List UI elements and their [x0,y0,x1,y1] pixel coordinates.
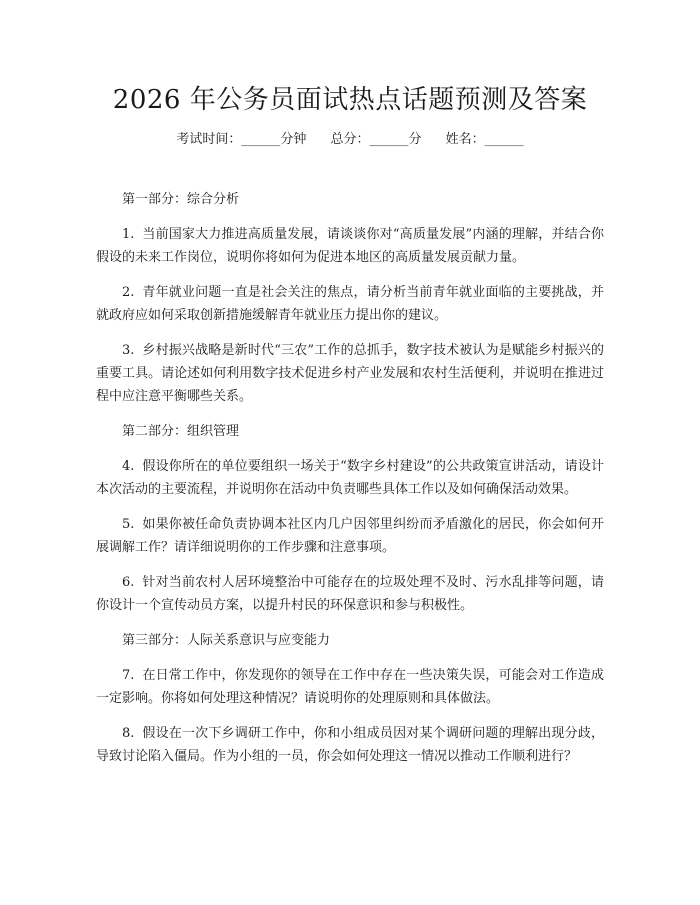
question-number: 5. [122,517,135,532]
question-text: 青年就业问题一直是社会关注的焦点，请分析当前青年就业面临的主要挑战，并就政府应如何采取创新措施缓解青年就业压力提出你的建议。 [96,285,604,323]
question-item [96,722,604,768]
question-item [96,455,604,501]
question-item [96,223,604,269]
exam-meta [0,130,700,150]
question-number: 2. [122,285,135,300]
section-heading: 第三部分：人际关系意识与应变能力 [122,633,331,648]
question-number: 6. [122,575,135,590]
question-text: 在日常工作中，你发现你的领导在工作中存在一些决策失误，可能会对工作造成一定影响。你将如何处理这种情况？请说明你的处理原则和具体做法。 [96,668,604,706]
question-item [96,664,604,710]
question-item [96,513,604,559]
name-field: 姓名：______ [445,132,524,147]
question-item [96,339,604,408]
question-text: 当前国家大力推进高质量发展，请谈谈你对“高质量发展”内涵的理解，并结合你假设的未来工作岗位，说明你将如何为促进本地区的高质量发展贡献力量。 [96,227,604,265]
question-text: 假设在一次下乡调研工作中，你和小组成员因对某个调研问题的理解出现分歧，导致讨论陷入僵局。作为小组的一员，你会如何处理这一情况以推动工作顺利进行？ [96,726,604,764]
section-heading: 第一部分：综合分析 [122,192,240,207]
question-number: 8. [122,726,135,741]
question-text: 假设你所在的单位要组织一场关于“数字乡村建设”的公共政策宣讲活动，请设计本次活动的主要流程，并说明你在活动中负责哪些具体工作以及如何确保活动效果。 [96,459,604,497]
question-text: 乡村振兴战略是新时代“三农”工作的总抓手，数字技术被认为是赋能乡村振兴的重要工具。请论述如何利用数字技术促进乡村产业发展和农村生活便利，并说明在推进过程中应注意平衡哪些关系。 [96,343,604,404]
document-body [96,188,604,780]
document-title: 2026 年公务员面试热点话题预测及答案 [112,85,588,115]
question-text: 针对当前农村人居环境整治中可能存在的垃圾处理不及时、污水乱排等问题，请你设计一个宣传动员方案，以提升村民的环保意识和参与积极性。 [96,575,604,613]
question-number: 7. [122,668,135,683]
question-text: 如果你被任命负责协调本社区内几户因邻里纠纷而矛盾激化的居民，你会如何开展调解工作？请详细说明你的工作步骤和注意事项。 [96,517,604,555]
question-item [96,281,604,327]
section-heading: 第二部分：组织管理 [122,424,240,439]
question-number: 3. [122,343,135,358]
question-item [96,571,604,617]
exam-time-field: 考试时间：______分钟 [176,132,307,147]
question-number: 4. [122,459,135,474]
question-number: 1. [122,227,135,242]
total-score-field: 总分：______分 [330,132,422,147]
